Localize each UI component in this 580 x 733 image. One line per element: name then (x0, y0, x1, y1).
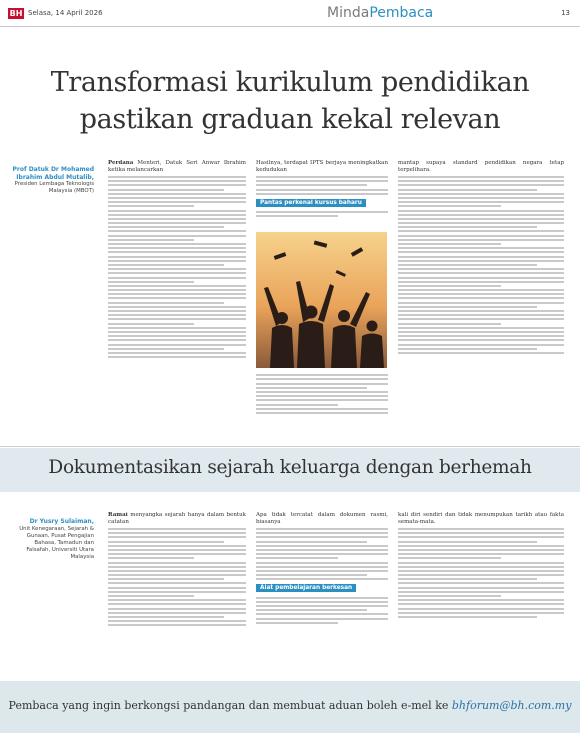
issue-date: Selasa, 14 April 2026 (28, 9, 103, 17)
article-2-headline: Dokumentasikan sejarah keluarga dengan berhemah (48, 457, 532, 478)
article-1-column-1 (108, 160, 246, 442)
forum-email-link[interactable]: bhforum@bh.com.my (451, 699, 572, 712)
section-label-minda: Minda (327, 5, 370, 21)
article-2-dropcap-word: Ramai (108, 512, 128, 518)
article-2-lead-text: menyangka sejarah hanya dalam bentuk catatan (108, 512, 246, 525)
article-2-column-3 (398, 512, 564, 676)
article-2-col3-text: kali diri sendiri dan tidak menumpukan tarikh atau fakta semata-mata. (398, 512, 564, 525)
article-1-col3-text: mantap supaya standard pendidikan negara tetap terpelihara. (398, 160, 564, 173)
section-label (327, 5, 433, 21)
page-number: 13 (561, 9, 570, 17)
article-1-column-2-lower (256, 372, 388, 442)
article-1-column-2 (256, 160, 388, 232)
bh-logo[interactable]: BH (9, 9, 23, 18)
article-1-column-3 (398, 160, 564, 442)
reader-invite-text: Pembaca yang ingin berkongsi pandangan dan membuat aduan boleh e-mel ke (8, 699, 449, 712)
article-2-subheading: Alat pembelajaran berkesan (256, 584, 356, 592)
article-2-column-2 (256, 512, 388, 676)
article-2-author-role: Unit Kenegaraan, Sejarah & Gunaan, Pusat Pengajian Bahasa, Tamadun dan Falsafah, Universiti Utara Malaysia (19, 525, 94, 560)
article-divider (0, 446, 580, 447)
graduation-photo (256, 232, 387, 368)
article-1-dropcap-word: Perdana (108, 160, 134, 166)
article-1-headline-line1: Transformasi kurikulum pendidikan (50, 67, 530, 98)
article-2-byline (12, 518, 94, 561)
article-2-author-name: Dr Yusry Sulaiman, (29, 518, 94, 525)
article-1-headline (18, 64, 562, 138)
article-2-column-1 (108, 512, 246, 676)
article-1-lead (108, 160, 246, 174)
masthead-bar (0, 0, 580, 27)
article-1-author-role: Presiden Lembaga Teknologis Malaysia (MBOT) (14, 181, 94, 194)
article-2-lead (108, 512, 246, 526)
article-1-lead-text: Menteri, Datuk Seri Anwar Ibrahim ketika melancarkan (108, 160, 246, 173)
section-label-pembaca: Pembaca (369, 5, 434, 21)
article-1-author-name: Prof Datuk Dr Mohamed Ibrahim Abdul Mutalib, (12, 166, 94, 181)
article-1-col2-text: Hasilnya, terdapat IPTS berjaya meningkatkan kedudukan (256, 160, 388, 173)
article-1-headline-line2: pastikan graduan kekal relevan (79, 104, 501, 135)
reader-invite (0, 699, 580, 712)
article-1-subheading: Pantas perkenal kursus baharu (256, 199, 366, 207)
article-1-byline (12, 166, 94, 195)
graduation-illustration (256, 232, 387, 368)
article-2-col2-text: Apa tidak tercatat dalam dokumen rasmi, biasanya (256, 512, 388, 525)
